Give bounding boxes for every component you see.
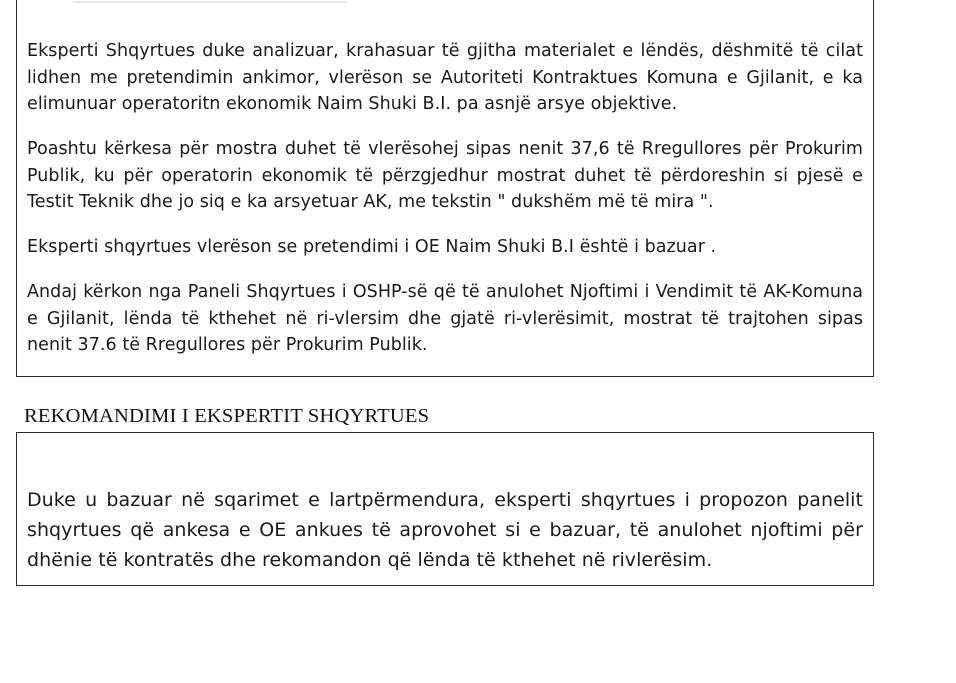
analysis-paragraph-conclusion: Eksperti shqyrtues vlerëson se pretendimi i OE Naim Shuki B.I është i bazuar . [27, 237, 717, 257]
recommendation-box [16, 432, 874, 586]
recommendation-paragraph: Duke u bazuar në sqarimet e lartpërmendura, eksperti shqyrtues i propozon panelit shqyrtues që ankesa e OE ankues të aprovohet si e bazuar, të anulohet njoftimi për dhënie të kontratës dhe rekomandon që lënda të kthehet në rivlerësim. [27, 489, 863, 571]
analysis-box [16, 0, 874, 377]
analysis-paragraph-request: Andaj kërkon nga Paneli Shqyrtues i OSHP-së që të anulohet Njoftimi i Vendimit të AK-Komuna e Gjilanit, lënda të kthehet në ri-vlersim dhe gjatë ri-vlerësimit, mostrat të trajtohen sipas nenit 37.6 të Rregullores për Prokurim Publik. [27, 282, 863, 355]
recommendation-heading: REKOMANDIMI I EKSPERTIT SHQYRTUES [24, 405, 430, 427]
analysis-paragraph-assessment: Eksperti Shqyrtues duke analizuar, krahasuar të gjitha materialet e lëndës, dëshmitë të cilat lidhen me pretendimin ankimor, vlerëson se Autoriteti Kontraktues Komuna e Gjilanit, e ka elimunuar operatoritn ekonomik Naim Shuki B.I. pa asnjë arsye objektive. [27, 41, 863, 114]
analysis-paragraph-samples: Poashtu kërkesa për mostra duhet të vlerësohej sipas nenit 37,6 të Rregullores për Prokurim Publik, ku për operatorin ekonomik të përzgjedhur mostrat duhet të përdoreshin si pjesë e Testit Teknik dhe jo siq e ka arsyetuar AK, me tekstin " dukshëm më të mira ". [27, 139, 863, 212]
faded-top-line [73, 1, 347, 3]
